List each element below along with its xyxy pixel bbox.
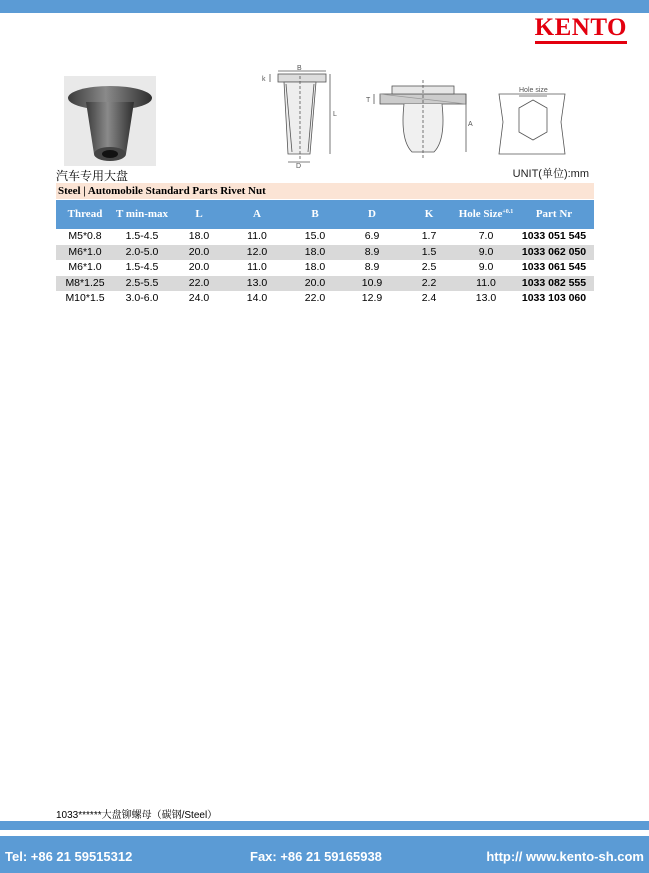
table-row (56, 291, 594, 307)
cell-l: 20.0 (170, 245, 228, 261)
header-l: L (170, 200, 228, 229)
label-k: k (262, 76, 266, 83)
installed-drawing (366, 80, 474, 160)
bottom-divider (0, 821, 649, 830)
cell-l: 22.0 (170, 276, 228, 292)
spec-table (56, 200, 594, 307)
cell-a: 14.0 (246, 292, 268, 305)
table-row (56, 229, 594, 245)
label-a: A (468, 121, 473, 128)
footer-bar (0, 836, 649, 873)
cell-k: 2.5 (421, 261, 437, 274)
product-photo (64, 76, 156, 166)
cell-b: 18.0 (286, 245, 344, 261)
cell-part-nr: 1033 082 555 (514, 276, 594, 292)
cell-a: 11.0 (247, 230, 267, 243)
cell-part-nr: 1033 051 545 (521, 230, 587, 243)
cell-b: 15.0 (304, 230, 326, 243)
header-d: D (344, 200, 400, 229)
hole-size-label: Hole size (519, 87, 548, 94)
cell-thread: M5*0.8 (68, 230, 102, 243)
rivet-nut-section-drawing (250, 64, 345, 168)
header-b: B (286, 200, 344, 229)
table-header-row (56, 200, 594, 229)
cell-d: 8.9 (364, 261, 380, 274)
kento-logo: KENTO (535, 16, 627, 44)
cell-thread: M6*1.0 (68, 261, 102, 274)
section-title: Steel | Automobile Standard Parts Rivet Nut (56, 183, 594, 199)
cell-d: 8.9 (344, 245, 400, 261)
cell-l: 24.0 (188, 292, 210, 305)
cell-thread: M8*1.25 (56, 276, 114, 292)
table-row (56, 276, 594, 292)
cell-thread: M6*1.0 (56, 245, 114, 261)
cell-hole-size: 9.0 (478, 261, 494, 274)
header-part-nr: Part Nr (514, 200, 594, 229)
cell-k: 2.2 (400, 276, 458, 292)
footer-tel: Tel: +86 21 59515312 (5, 849, 133, 864)
header-hole-size-label: Hole Size (458, 208, 503, 220)
cell-part-nr: 1033 061 545 (521, 261, 587, 274)
cell-hole-size: 13.0 (475, 292, 497, 305)
hole-tolerance: +0.1 (502, 209, 514, 215)
label-t: T (366, 97, 371, 104)
header-thread: Thread (56, 200, 114, 229)
cell-k: 1.5 (400, 245, 458, 261)
cell-hole-size: 7.0 (478, 230, 494, 243)
cell-a: 13.0 (228, 276, 286, 292)
table-row (56, 245, 594, 261)
cell-t-minmax: 1.5-4.5 (125, 261, 159, 274)
cell-b: 22.0 (304, 292, 326, 305)
cell-thread: M10*1.5 (65, 292, 105, 305)
cell-part-nr: 1033 103 060 (521, 292, 587, 305)
cell-d: 6.9 (364, 230, 380, 243)
footer-fax: Fax: +86 21 59165938 (250, 849, 382, 864)
cell-t-minmax: 3.0-6.0 (125, 292, 159, 305)
unit-label: UNIT(单位):mm (512, 168, 589, 180)
product-subtitle: 汽车专用大盘 (56, 169, 129, 183)
label-b: B (297, 65, 302, 72)
label-l: L (333, 111, 337, 118)
cell-k: 1.7 (421, 230, 437, 243)
cell-a: 11.0 (247, 261, 267, 274)
cell-l: 18.0 (188, 230, 210, 243)
cell-d: 10.9 (344, 276, 400, 292)
cell-t-minmax: 2.5-5.5 (114, 276, 170, 292)
label-d: D (296, 163, 302, 168)
header-hole-size (458, 200, 514, 229)
hole-size-drawing (495, 82, 573, 162)
cell-t-minmax: 1.5-4.5 (125, 230, 159, 243)
cell-k: 2.4 (421, 292, 437, 305)
footer-website-link[interactable]: http:// www.kento-sh.com (486, 849, 644, 864)
footnote: 1033******大盘铆螺母（碳钢/Steel） (56, 810, 218, 821)
cell-a: 12.0 (228, 245, 286, 261)
header-t-minmax: T min-max (114, 200, 170, 229)
cell-part-nr: 1033 062 050 (514, 245, 594, 261)
header-k: K (400, 200, 458, 229)
top-bar (0, 0, 649, 13)
header-a: A (228, 200, 286, 229)
cell-t-minmax: 2.0-5.0 (114, 245, 170, 261)
cell-b: 18.0 (304, 261, 326, 274)
cell-l: 20.0 (188, 261, 210, 274)
cell-d: 12.9 (361, 292, 383, 305)
cell-b: 20.0 (286, 276, 344, 292)
cell-hole-size: 11.0 (458, 276, 514, 292)
cell-hole-size: 9.0 (458, 245, 514, 261)
table-row (56, 260, 594, 276)
